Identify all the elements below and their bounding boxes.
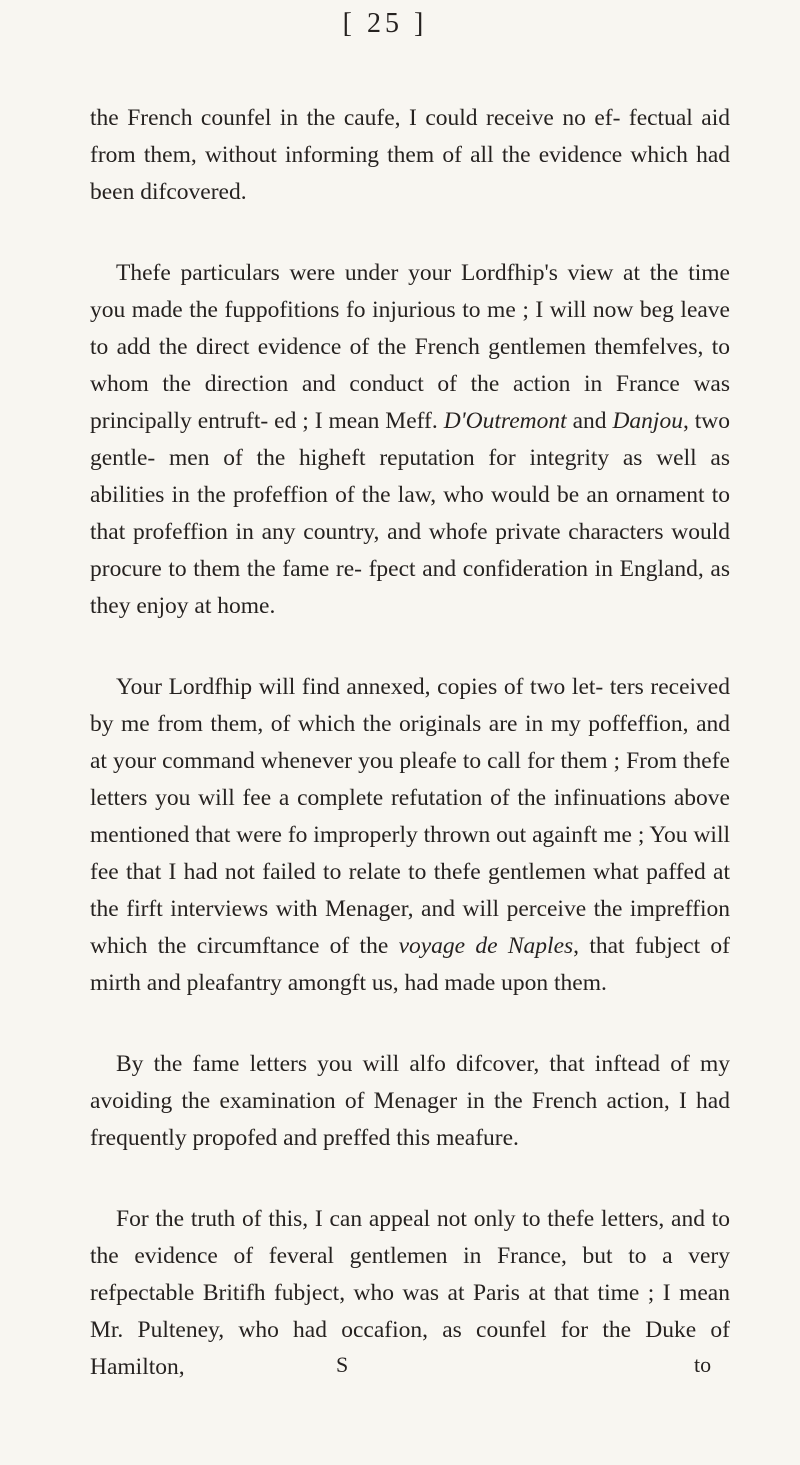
- paragraph-2: [90, 255, 730, 625]
- paragraph-3-text: Your Lordfhip will find annexed, copies of two let- ters received by me from them, of which the originals are in my poffeffion, and at your command whenever you pleafe to call for them ; From thefe letters you will fee a complete refutation of the infinuations above mentioned that were fo improperly thrown out againft me ; You will fee that I had not failed to relate to thefe gentlemen what paffed at the firft interviews with Menager, and will perceive the impreffion which the circumftance of the: [90, 674, 730, 959]
- name-doutremont: D'Outremont: [443, 408, 567, 434]
- page-number: [ 25 ]: [342, 8, 428, 39]
- paragraph-4: By the fame letters you will alfo difcover, that inftead of my avoiding the examination of Menager in the French action, I had frequently propofed and preffed this meafure.: [90, 1051, 730, 1151]
- paragraph-3-text-end: , that fubject of mirth and pleafantry amongft us, had made upon them.: [90, 933, 730, 996]
- name-danjou: Danjou: [612, 408, 683, 434]
- paragraph-5: For the truth of this, I can appeal not only to thefe letters, and to the evidence of feveral gentlemen in France, but to a very refpectable Britifh fubject, who was at Paris at that time ; I mean Mr. Pulteney, who had occafion, as counfel for the Duke of Hamilton,: [90, 1206, 730, 1380]
- signature-mark: S: [336, 1352, 349, 1377]
- paragraph-3: [90, 669, 730, 1002]
- catchword: to: [694, 1352, 712, 1377]
- voyage-de-naples-phrase: voyage de Naples: [398, 933, 574, 959]
- paragraph-2-text: Thefe particulars were under your Lordfhip's view at the time you made the fuppofitions fo injurious to me ; I will now beg leave to add the direct evidence of the French gentlemen themfelves, to whom the direction and conduct of the action in France was principally entruft- ed ; I mean Meff.: [90, 260, 730, 434]
- paragraph-2-text-end: , two gentle- men of the higheft reputation for integrity as well as abilities in the profeffion of the law, who would be an ornament to that profeffion in any country, and whofe private characters would procure to them the fame re- fpect and confideration in England, as they enjoy at home.: [90, 408, 731, 619]
- paragraph-2-conjunction: and: [566, 408, 613, 434]
- body-text: [90, 100, 730, 1430]
- paragraph-1: the French counfel in the caufe, I could receive no ef- fectual aid from them, without informing them of all the evidence which had been difcovered.: [90, 105, 730, 205]
